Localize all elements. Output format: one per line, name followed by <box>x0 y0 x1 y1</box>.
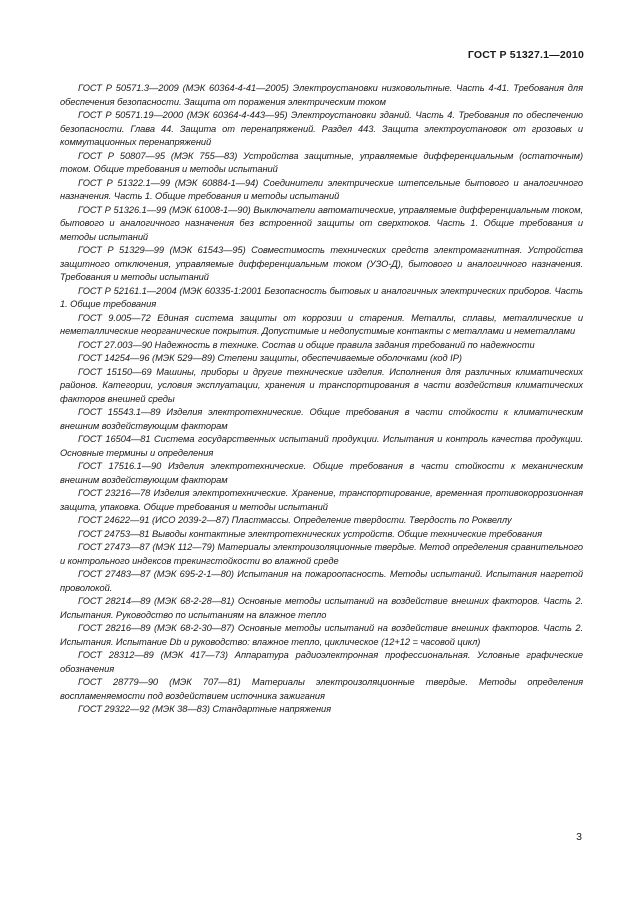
reference-entry: ГОСТ 24622—91 (ИСО 2039-2—87) Пластмассы. Определение твердости. Твердость по Роквеллу <box>78 515 512 525</box>
reference-entry: ГОСТ 14254—96 (МЭК 529—89) Степени защиты, обеспечиваемые оболочками (код IP) <box>78 353 462 363</box>
reference-entry: ГОСТ Р 51322.1—99 (МЭК 60884-1—94) Соединители электрические штепсельные бытового и аналогичного назначения. Часть 1. Общие требования и методы испытаний <box>60 177 583 201</box>
reference-entry: ГОСТ 16504—81 Система государственных испытаний продукции. Испытания и контроль качества продукции. Основные термины и определения <box>60 434 583 458</box>
reference-entry: ГОСТ 17516.1—90 Изделия электротехнические. Общие требования в части стойкости к механическим внешним воздействующим факторам <box>60 461 583 485</box>
reference-entry: ГОСТ Р 51326.1—99 (МЭК 61008-1—90) Выключатели автоматические, управляемые дифференциальным током, бытового и аналогичного назначения без встроенной защиты от сверхтоков. Часть 1. Общие требования и методы испытаний <box>60 204 583 242</box>
reference-entry: ГОСТ 15150—69 Машины, приборы и другие технические изделия. Исполнения для различных климатических районов. Категории, условия эксплуатации, хранения и транспортирования в части воздействия климатических факторов внешней среды <box>60 366 583 404</box>
reference-entry: ГОСТ 15543.1—89 Изделия электротехнические. Общие требования в части стойкости к климатическим внешним воздействующим факторам <box>60 407 583 431</box>
reference-entry: ГОСТ 27.003—90 Надежность в технике. Состав и общие правила задания требований по надежности <box>78 339 535 350</box>
reference-entry: ГОСТ 29322—92 (МЭК 38—83) Стандартные напряжения <box>78 704 332 714</box>
reference-entry: ГОСТ Р 52161.1—2004 (МЭК 60335-1:2001 Безопасность бытовых и аналогичных электрических приборов. Часть 1. Общие требования <box>60 285 583 309</box>
reference-entry: ГОСТ 27483—87 (МЭК 695-2-1—80) Испытания на пожароопасность. Методы испытаний. Испытания нагретой проволокой. <box>60 569 583 593</box>
reference-entry: ГОСТ 28312—89 (МЭК 417—73) Аппаратура радиоэлектронная профессиональная. Условные графические обозначения <box>60 650 583 674</box>
page-number: 3 <box>576 831 582 843</box>
reference-entry: ГОСТ 28216—89 (МЭК 68-2-30—87) Основные методы испытаний на воздействие внешних факторов. Часть 2. Испытания. Испытание Db и руководство: влажное тепло, циклическое (12+12 = часовой цикл) <box>60 623 583 647</box>
reference-entry: ГОСТ 9.005—72 Единая система защиты от коррозии и старения. Металлы, сплавы, металлические и неметаллические неорганические покрытия. Допустимые и недопустимые контакты с металлами и неметаллами <box>60 312 583 336</box>
reference-entry: ГОСТ 28779—90 (МЭК 707—81) Материалы электроизоляционные твердые. Методы определения воспламеняемости под воздействием источника зажигания <box>60 677 583 701</box>
reference-entry: ГОСТ Р 51329—99 (МЭК 61543—95) Совместимость технических средств электромагнитная. Устройства защитного отключения, управляемые дифференциальным током (УЗО-Д), бытового и аналогичного назначения. Требования и методы испытаний <box>60 245 583 282</box>
reference-entry: ГОСТ Р 50571.3—2009 (МЭК 60364-4-41—2005) Электроустановки низковольтные. Часть 4-41. Требования для обеспечения безопасности. Защита от поражения электрическим током <box>60 83 583 107</box>
reference-entry: ГОСТ 28214—89 (МЭК 68-2-28—81) Основные методы испытаний на воздействие внешних факторов. Часть 2. Испытания. Руководство по испытаниям на влажное тепло <box>60 596 583 620</box>
reference-entry: ГОСТ 27473—87 (МЭК 112—79) Материалы электроизоляционные твердые. Метод определения сравнительного и контрольного индексов трекингстойкости во влажной среде <box>60 542 583 566</box>
standard-header: ГОСТ Р 51327.1—2010 <box>467 49 584 61</box>
normative-references <box>60 82 583 717</box>
reference-entry: ГОСТ 24753—81 Выводы контактные электротехнических устройств. Общие технические требования <box>78 528 542 539</box>
reference-entry: ГОСТ Р 50571.19—2000 (МЭК 60364-4-443—95) Электроустановки зданий. Часть 4. Требования по обеспечению безопасности. Глава 44. Защита от перенапряжений. Раздел 443. Защита электроустановок от грозовых и коммутационных перенапряжений <box>60 110 583 147</box>
reference-entry: ГОСТ 23216—78 Изделия электротехнические. Хранение, транспортирование, временная противокоррозионная защита, упаковка. Общие требования и методы испытаний <box>60 488 583 512</box>
reference-entry: ГОСТ Р 50807—95 (МЭК 755—83) Устройства защитные, управляемые дифференциальным (остаточным) током. Общие требования и методы испытаний <box>60 150 583 174</box>
